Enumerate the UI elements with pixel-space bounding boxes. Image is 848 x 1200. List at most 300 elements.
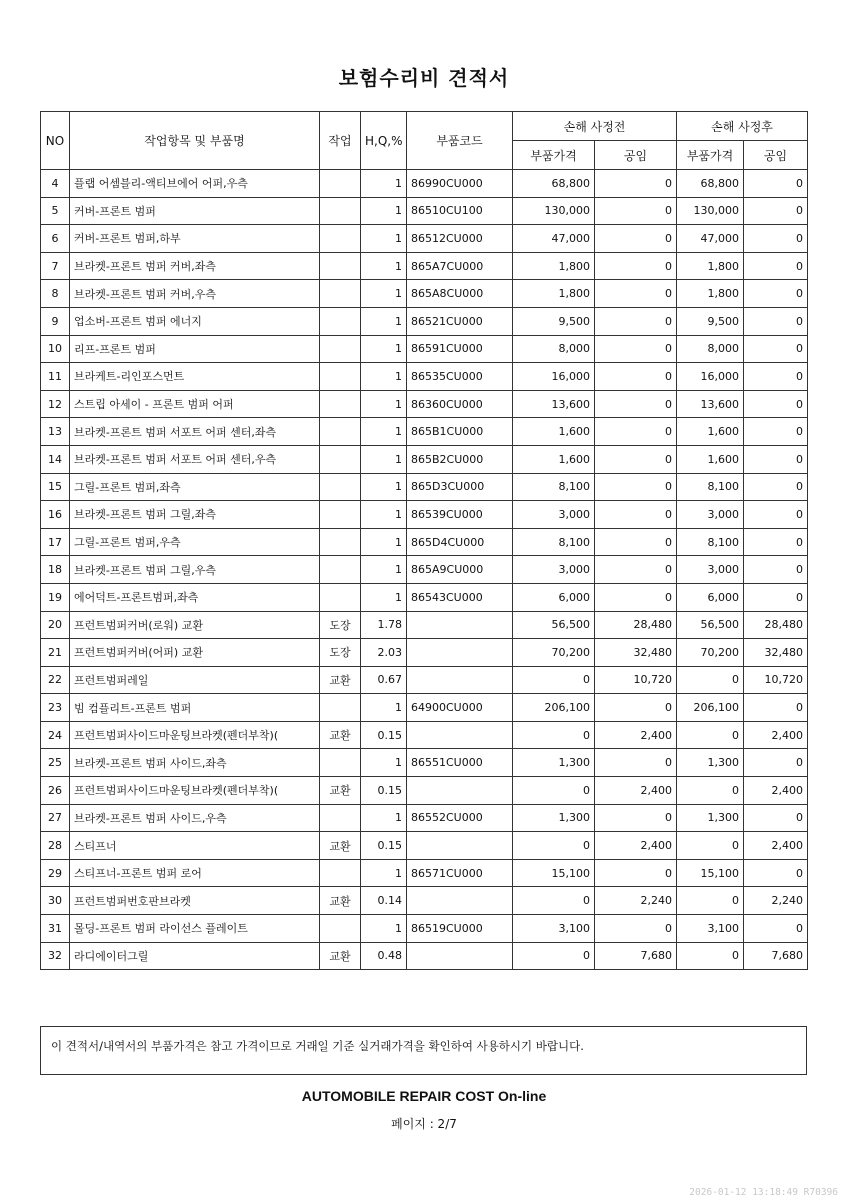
row-no: 28 [41,832,70,860]
table-row [41,418,808,446]
row-no: 18 [41,556,70,584]
row-no: 5 [41,197,70,225]
table-row [41,611,808,639]
after-labor: 0 [744,804,808,832]
table-row [41,721,808,749]
part-code: 865A8CU000 [407,280,513,308]
row-no: 15 [41,473,70,501]
work-type [320,170,361,198]
work-type: 도장 [320,639,361,667]
table-row [41,445,808,473]
before-part-price: 9,500 [513,307,595,335]
item-name: 브라켓-프론트 범퍼 사이드,좌측 [70,749,320,777]
after-part-price: 0 [677,832,744,860]
header-code: 부품코드 [407,112,513,170]
work-type [320,583,361,611]
part-code: 86591CU000 [407,335,513,363]
before-part-price: 70,200 [513,639,595,667]
before-labor: 0 [595,528,677,556]
hq-value: 1 [361,915,407,943]
before-labor: 0 [595,252,677,280]
hq-value: 1 [361,694,407,722]
part-code: 64900CU000 [407,694,513,722]
after-part-price: 3,000 [677,501,744,529]
part-code: 86360CU000 [407,390,513,418]
after-part-price: 206,100 [677,694,744,722]
after-part-price: 13,600 [677,390,744,418]
item-name: 프런트범퍼커버(로워) 교환 [70,611,320,639]
hq-value: 1 [361,749,407,777]
timestamp-stamp: 2026-01-12 13:18:49 R70396 [689,1187,838,1198]
part-code: 86539CU000 [407,501,513,529]
work-type: 교환 [320,666,361,694]
hq-value: 1 [361,335,407,363]
item-name: 프런트범퍼레일 [70,666,320,694]
work-type [320,694,361,722]
after-part-price: 8,100 [677,473,744,501]
table-row [41,280,808,308]
header-no: NO [41,112,70,170]
row-no: 22 [41,666,70,694]
hq-value: 0.14 [361,887,407,915]
hq-value: 1 [361,390,407,418]
header-work: 작업 [320,112,361,170]
before-part-price: 1,800 [513,280,595,308]
after-labor: 0 [744,859,808,887]
after-part-price: 1,600 [677,418,744,446]
row-no: 13 [41,418,70,446]
before-labor: 0 [595,749,677,777]
row-no: 26 [41,777,70,805]
before-part-price: 1,600 [513,418,595,446]
part-code: 86551CU000 [407,749,513,777]
item-name: 리프-프론트 범퍼 [70,335,320,363]
hq-value: 1 [361,252,407,280]
header-before-labor: 공임 [595,141,677,170]
item-name: 플랩 어셈블리-액티브에어 어퍼,우측 [70,170,320,198]
row-no: 19 [41,583,70,611]
after-labor: 2,240 [744,887,808,915]
item-name: 프런트범퍼사이드마운팅브라켓(펜더부착)( [70,777,320,805]
after-labor: 0 [744,252,808,280]
before-part-price: 1,600 [513,445,595,473]
work-type [320,749,361,777]
table-row [41,170,808,198]
work-type [320,528,361,556]
before-labor: 28,480 [595,611,677,639]
table-row [41,804,808,832]
before-part-price: 0 [513,942,595,970]
part-code: 86510CU100 [407,197,513,225]
after-labor: 32,480 [744,639,808,667]
item-name: 브라켓-프론트 범퍼 사이드,우측 [70,804,320,832]
work-type: 교환 [320,721,361,749]
before-labor: 0 [595,501,677,529]
row-no: 30 [41,887,70,915]
hq-value: 1 [361,804,407,832]
work-type [320,473,361,501]
work-type [320,418,361,446]
hq-value: 1 [361,859,407,887]
row-no: 20 [41,611,70,639]
after-part-price: 6,000 [677,583,744,611]
part-code [407,639,513,667]
work-type [320,501,361,529]
before-part-price: 0 [513,721,595,749]
price-notice: 이 견적서/내역서의 부품가격은 참고 가격이므로 거래일 기준 실거래가격을 확인하여 사용하시기 바랍니다. [40,1026,807,1075]
hq-value: 1 [361,583,407,611]
before-part-price: 3,100 [513,915,595,943]
item-name: 빔 컴플리트-프론트 범퍼 [70,694,320,722]
table-row [41,915,808,943]
work-type [320,445,361,473]
hq-value: 0.15 [361,777,407,805]
work-type [320,225,361,253]
after-part-price: 15,100 [677,859,744,887]
after-labor: 10,720 [744,666,808,694]
table-row [41,363,808,391]
before-part-price: 1,300 [513,804,595,832]
work-type: 도장 [320,611,361,639]
item-name: 브라켓-프론트 범퍼 커버,좌측 [70,252,320,280]
part-code: 865B1CU000 [407,418,513,446]
item-name: 프런트범퍼커버(어퍼) 교환 [70,639,320,667]
row-no: 29 [41,859,70,887]
table-row [41,749,808,777]
hq-value: 1 [361,556,407,584]
after-part-price: 70,200 [677,639,744,667]
before-labor: 7,680 [595,942,677,970]
estimate-rows [41,170,808,970]
part-code: 86535CU000 [407,363,513,391]
before-part-price: 130,000 [513,197,595,225]
after-labor: 2,400 [744,721,808,749]
part-code: 86552CU000 [407,804,513,832]
after-part-price: 0 [677,942,744,970]
before-part-price: 15,100 [513,859,595,887]
before-labor: 0 [595,859,677,887]
row-no: 12 [41,390,70,418]
part-code: 86571CU000 [407,859,513,887]
before-labor: 0 [595,915,677,943]
after-labor: 0 [744,363,808,391]
table-row [41,556,808,584]
before-labor: 2,400 [595,832,677,860]
item-name: 프런트범퍼사이드마운팅브라켓(펜더부착)( [70,721,320,749]
hq-value: 0.48 [361,942,407,970]
before-part-price: 206,100 [513,694,595,722]
hq-value: 1 [361,473,407,501]
work-type [320,556,361,584]
hq-value: 1 [361,418,407,446]
item-name: 에어덕트-프론트범퍼,좌측 [70,583,320,611]
before-part-price: 3,000 [513,556,595,584]
work-type [320,915,361,943]
row-no: 21 [41,639,70,667]
after-labor: 0 [744,694,808,722]
after-part-price: 1,800 [677,252,744,280]
hq-value: 1.78 [361,611,407,639]
after-labor: 0 [744,528,808,556]
part-code [407,611,513,639]
after-labor: 0 [744,335,808,363]
header-after-part-price: 부품가격 [677,141,744,170]
estimate-table [40,111,808,970]
after-part-price: 8,000 [677,335,744,363]
before-part-price: 47,000 [513,225,595,253]
before-labor: 0 [595,363,677,391]
before-part-price: 0 [513,887,595,915]
before-labor: 0 [595,280,677,308]
part-code: 865D4CU000 [407,528,513,556]
work-type [320,335,361,363]
before-part-price: 56,500 [513,611,595,639]
row-no: 24 [41,721,70,749]
hq-value: 0.15 [361,832,407,860]
before-labor: 2,400 [595,777,677,805]
part-code [407,721,513,749]
header-before-part-price: 부품가격 [513,141,595,170]
table-row [41,583,808,611]
before-labor: 0 [595,445,677,473]
header-item: 작업항목 및 부품명 [70,112,320,170]
after-part-price: 56,500 [677,611,744,639]
item-name: 커버-프론트 범퍼,하부 [70,225,320,253]
part-code: 86512CU000 [407,225,513,253]
hq-value: 1 [361,445,407,473]
table-row [41,942,808,970]
document-title: 보험수리비 견적서 [338,66,510,90]
hq-value: 1 [361,225,407,253]
after-labor: 0 [744,197,808,225]
after-labor: 0 [744,749,808,777]
table-row [41,887,808,915]
row-no: 6 [41,225,70,253]
table-row [41,666,808,694]
after-labor: 7,680 [744,942,808,970]
table-row [41,694,808,722]
work-type: 교환 [320,832,361,860]
after-part-price: 47,000 [677,225,744,253]
after-labor: 0 [744,915,808,943]
after-labor: 0 [744,225,808,253]
after-labor: 2,400 [744,777,808,805]
hq-value: 1 [361,280,407,308]
row-no: 31 [41,915,70,943]
before-labor: 0 [595,583,677,611]
before-part-price: 1,300 [513,749,595,777]
part-code: 86521CU000 [407,307,513,335]
item-name: 커버-프론트 범퍼 [70,197,320,225]
row-no: 4 [41,170,70,198]
before-part-price: 0 [513,832,595,860]
item-name: 브라케트-리인포스먼트 [70,363,320,391]
hq-value: 1 [361,363,407,391]
table-row [41,307,808,335]
hq-value: 0.67 [361,666,407,694]
page-indicator: 페이지 : 2/7 [391,1117,457,1131]
after-labor: 0 [744,473,808,501]
header-before-group: 손해 사정전 [513,112,677,141]
before-part-price: 8,100 [513,528,595,556]
part-code: 865D3CU000 [407,473,513,501]
before-labor: 10,720 [595,666,677,694]
item-name: 스트립 아세이 - 프론트 범퍼 어퍼 [70,390,320,418]
before-labor: 2,400 [595,721,677,749]
after-part-price: 130,000 [677,197,744,225]
part-code: 86543CU000 [407,583,513,611]
item-name: 브라켓-프론트 범퍼 그릴,좌측 [70,501,320,529]
after-labor: 0 [744,280,808,308]
before-labor: 0 [595,335,677,363]
row-no: 10 [41,335,70,363]
hq-value: 1 [361,528,407,556]
hq-value: 1 [361,197,407,225]
before-part-price: 3,000 [513,501,595,529]
header-after-group: 손해 사정후 [677,112,808,141]
before-labor: 0 [595,473,677,501]
before-part-price: 13,600 [513,390,595,418]
after-part-price: 0 [677,887,744,915]
part-code [407,832,513,860]
table-row [41,501,808,529]
before-labor: 0 [595,225,677,253]
table-row [41,197,808,225]
hq-value: 1 [361,170,407,198]
work-type [320,252,361,280]
work-type [320,197,361,225]
table-row [41,225,808,253]
part-code [407,777,513,805]
after-labor: 28,480 [744,611,808,639]
before-part-price: 16,000 [513,363,595,391]
item-name: 브라켓-프론트 범퍼 그릴,우측 [70,556,320,584]
part-code [407,887,513,915]
item-name: 스티프너-프론트 범퍼 로어 [70,859,320,887]
work-type: 교환 [320,777,361,805]
before-part-price: 8,100 [513,473,595,501]
table-row [41,252,808,280]
before-labor: 0 [595,197,677,225]
row-no: 23 [41,694,70,722]
table-row [41,639,808,667]
after-part-price: 1,300 [677,749,744,777]
table-row [41,335,808,363]
before-labor: 0 [595,804,677,832]
work-type [320,280,361,308]
part-code: 865A9CU000 [407,556,513,584]
work-type [320,307,361,335]
before-part-price: 68,800 [513,170,595,198]
work-type: 교환 [320,887,361,915]
before-labor: 0 [595,307,677,335]
item-name: 업소버-프론트 범퍼 에너지 [70,307,320,335]
row-no: 7 [41,252,70,280]
after-labor: 0 [744,556,808,584]
row-no: 8 [41,280,70,308]
footer-title: AUTOMOBILE REPAIR COST On-line [301,1088,547,1104]
after-part-price: 1,600 [677,445,744,473]
after-labor: 0 [744,418,808,446]
row-no: 9 [41,307,70,335]
part-code: 86990CU000 [407,170,513,198]
after-labor: 0 [744,445,808,473]
part-code [407,666,513,694]
before-part-price: 0 [513,666,595,694]
row-no: 27 [41,804,70,832]
row-no: 11 [41,363,70,391]
after-part-price: 8,100 [677,528,744,556]
after-part-price: 3,000 [677,556,744,584]
hq-value: 2.03 [361,639,407,667]
hq-value: 1 [361,501,407,529]
row-no: 32 [41,942,70,970]
hq-value: 1 [361,307,407,335]
after-labor: 0 [744,583,808,611]
before-labor: 0 [595,390,677,418]
item-name: 스티프너 [70,832,320,860]
before-labor: 0 [595,556,677,584]
item-name: 라디에이터그릴 [70,942,320,970]
row-no: 25 [41,749,70,777]
part-code: 865B2CU000 [407,445,513,473]
before-labor: 0 [595,694,677,722]
item-name: 그릴-프론트 범퍼,우측 [70,528,320,556]
before-labor: 2,240 [595,887,677,915]
after-part-price: 3,100 [677,915,744,943]
after-part-price: 1,800 [677,280,744,308]
before-labor: 0 [595,170,677,198]
work-type [320,390,361,418]
table-row [41,473,808,501]
after-labor: 0 [744,170,808,198]
before-labor: 32,480 [595,639,677,667]
after-labor: 2,400 [744,832,808,860]
before-labor: 0 [595,418,677,446]
before-part-price: 8,000 [513,335,595,363]
after-part-price: 9,500 [677,307,744,335]
after-part-price: 0 [677,777,744,805]
row-no: 14 [41,445,70,473]
before-part-price: 0 [513,777,595,805]
after-labor: 0 [744,390,808,418]
after-part-price: 0 [677,721,744,749]
table-row [41,390,808,418]
after-labor: 0 [744,307,808,335]
part-code: 865A7CU000 [407,252,513,280]
part-code [407,942,513,970]
work-type [320,859,361,887]
item-name: 몰딩-프론트 범퍼 라이선스 플레이트 [70,915,320,943]
table-row [41,777,808,805]
item-name: 프런트범퍼번호판브라켓 [70,887,320,915]
row-no: 16 [41,501,70,529]
item-name: 그릴-프론트 범퍼,좌측 [70,473,320,501]
header-hq: H,Q,% [361,112,407,170]
before-part-price: 6,000 [513,583,595,611]
item-name: 브라켓-프론트 범퍼 커버,우측 [70,280,320,308]
before-part-price: 1,800 [513,252,595,280]
header-after-labor: 공임 [744,141,808,170]
part-code: 86519CU000 [407,915,513,943]
item-name: 브라켓-프론트 범퍼 서포트 어퍼 센터,우측 [70,445,320,473]
after-part-price: 0 [677,666,744,694]
row-no: 17 [41,528,70,556]
work-type [320,363,361,391]
hq-value: 0.15 [361,721,407,749]
item-name: 브라켓-프론트 범퍼 서포트 어퍼 센터,좌측 [70,418,320,446]
after-part-price: 68,800 [677,170,744,198]
